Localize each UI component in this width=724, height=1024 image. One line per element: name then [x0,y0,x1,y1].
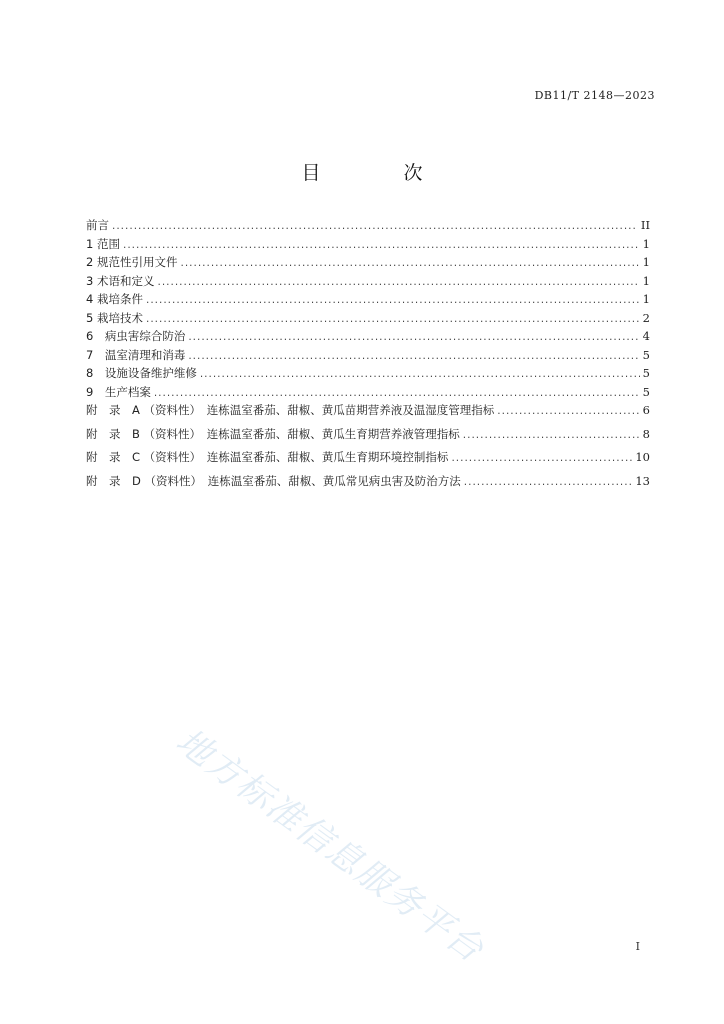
watermark: 地方标准信息服务平台 [168,721,492,972]
toc-entry-page: 10 [635,450,650,464]
toc-leader-dots [157,276,639,288]
toc-leader-dots [451,452,632,464]
toc-entry-label: 附 录 C （资料性） 连栋温室番茄、甜椒、黄瓜生育期环境控制指标 [86,450,449,464]
toc-entry[interactable] [86,384,650,403]
page-title: 目 次 [301,162,455,184]
toc-entry-page: 6 [642,403,650,417]
toc-entry[interactable] [86,310,650,329]
toc-entry[interactable] [86,291,650,310]
toc-entry-page: II [640,218,650,232]
toc-entry-page: 1 [642,236,650,251]
toc-leader-dots [497,405,639,417]
toc-entry[interactable] [86,236,650,255]
toc-entry-page: 2 [642,310,650,325]
toc-leader-dots [112,220,638,232]
toc-entry-label: 2 规范性引用文件 [86,255,178,269]
toc-leader-dots [188,331,639,343]
toc-leader-dots [463,429,640,441]
toc-entry-label: 5 栽培技术 [86,310,143,325]
toc-entry[interactable] [86,328,650,347]
standard-code: DB11/T 2148—2023 [534,89,655,102]
toc-leader-dots [146,313,640,325]
toc-entry[interactable] [86,347,650,366]
toc-entry-page: 4 [642,329,650,343]
toc-entry-page: 1 [642,273,650,288]
toc-leader-dots [188,350,639,362]
toc-entry[interactable] [86,402,650,426]
toc-entry[interactable] [86,217,650,236]
toc-entry-page: 5 [642,347,650,362]
toc-entry-label: 8 设施设备维护维修 [86,366,197,380]
toc-leader-dots [464,476,633,488]
toc-entry-label: 前言 [86,218,109,232]
toc-leader-dots [154,387,640,399]
toc-entry[interactable] [86,365,650,384]
toc-entry-page: 13 [635,473,650,488]
toc-leader-dots [200,368,640,380]
toc-entry-label: 4 栽培条件 [86,292,143,306]
toc-entry-label: 附 录 D （资料性） 连栋温室番茄、甜椒、黄瓜常见病虫害及防治方法 [86,473,461,488]
toc-entry-page: 8 [642,426,650,441]
toc-entry[interactable] [86,426,650,450]
toc-entry[interactable] [86,449,650,473]
table-of-contents [86,217,650,496]
toc-leader-dots [123,239,640,251]
toc-entry[interactable] [86,273,650,292]
toc-entry[interactable] [86,473,650,497]
toc-entry-label: 1 范围 [86,236,120,251]
toc-entry-label: 附 录 A （资料性） 连栋温室番茄、甜椒、黄瓜苗期营养液及温湿度管理指标 [86,403,495,417]
toc-leader-dots [146,294,640,306]
toc-leader-dots [180,257,639,269]
toc-entry-label: 附 录 B （资料性） 连栋温室番茄、甜椒、黄瓜生育期营养液管理指标 [86,426,460,441]
toc-entry-page: 5 [642,384,650,399]
toc-entry-label: 7 温室清理和消毒 [86,347,186,362]
toc-entry[interactable] [86,254,650,273]
toc-entry-page: 1 [642,292,650,306]
toc-entry-label: 3 术语和定义 [86,273,155,288]
toc-entry-page: 1 [642,255,650,269]
toc-entry-label: 6 病虫害综合防治 [86,329,186,343]
toc-entry-page: 5 [642,366,650,380]
footer-page-number: I [635,940,640,953]
toc-entry-label: 9 生产档案 [86,384,151,399]
